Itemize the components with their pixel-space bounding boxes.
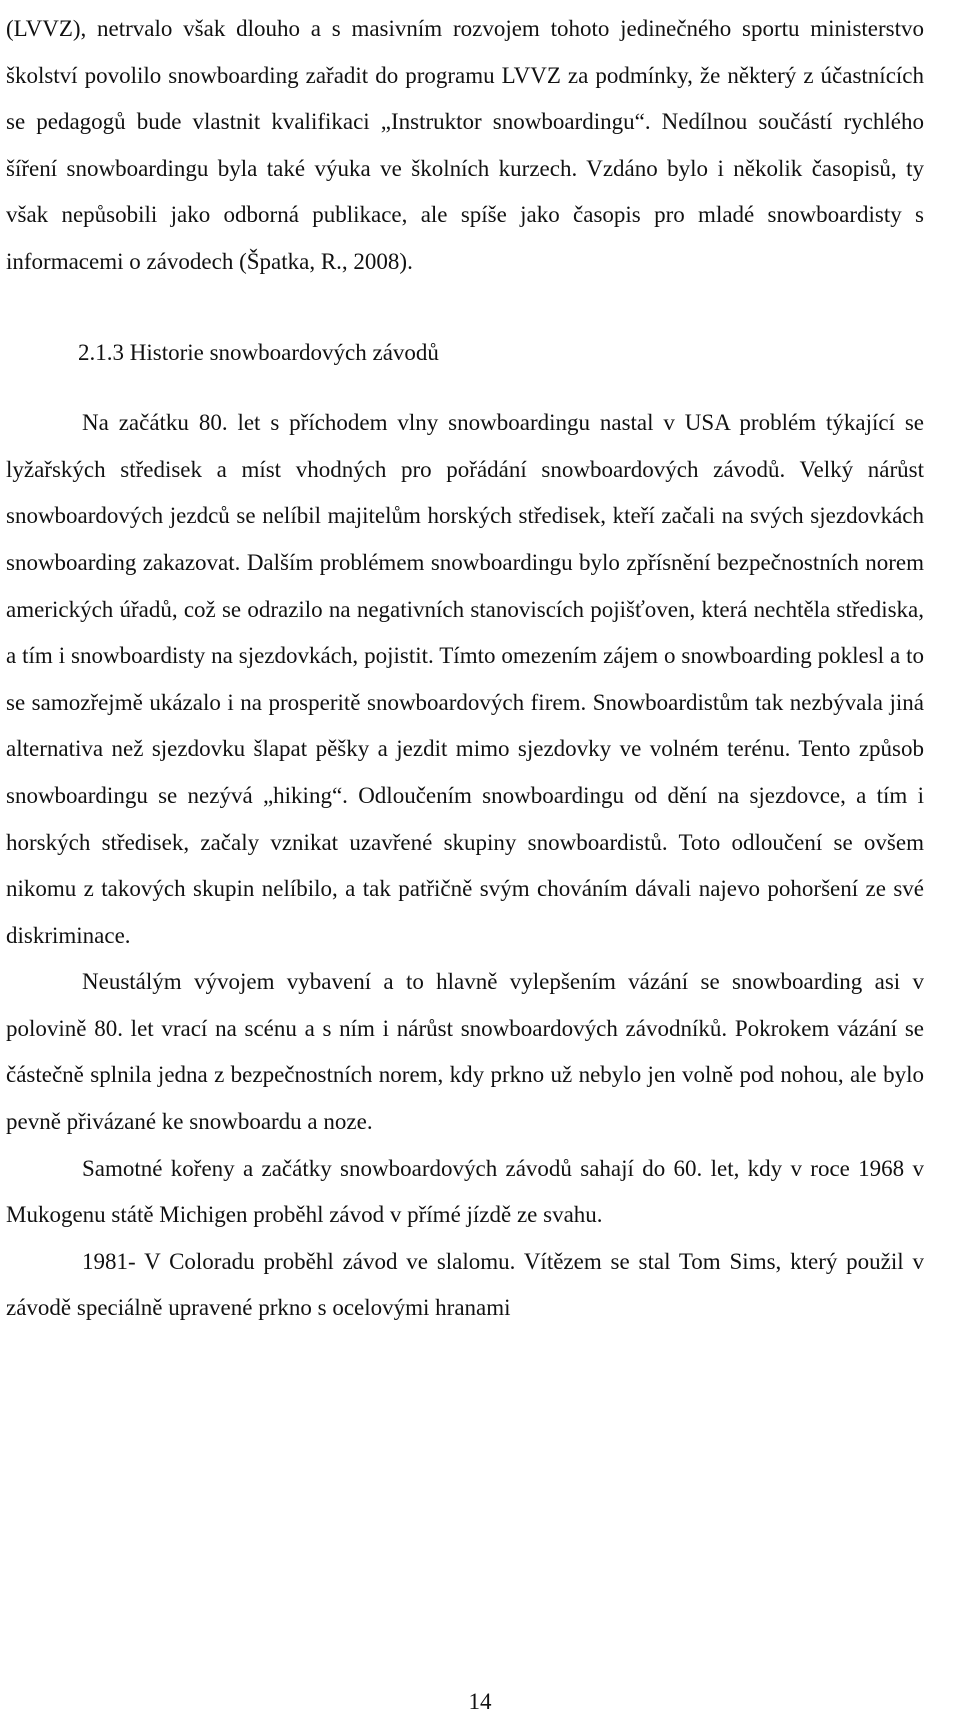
section-heading: 2.1.3 Historie snowboardových závodů xyxy=(78,339,439,365)
section-paragraph-2: Neustálým vývojem vybavení a to hlavně vylepšením vázání se snowboarding asi v polovině 80. let vrací na scénu a s ním i nárůst snowboardových závodníků. Pokrokem vázání se částečně splnila jedna z bezpečnostních norem, kdy prkno už nebylo jen volně pod nohou, ale bylo pevně přivázané ke snowboardu a noze. xyxy=(6,969,924,1135)
section-paragraph-4: 1981- V Coloradu proběhl závod ve slalomu. Vítězem se stal Tom Sims, který použil v závodě speciálně upravené prkno s ocelovými hranami xyxy=(6,1248,924,1321)
document-body xyxy=(6,6,924,1332)
page-number: 14 xyxy=(468,1689,492,1714)
section-paragraph-3: Samotné kořeny a začátky snowboardových závodů sahají do 60. let, kdy v roce 1968 v Mukogenu státě Michigen proběhl závod v přímé jízdě ze svahu. xyxy=(6,1155,924,1228)
intro-paragraph: (LVVZ), netrvalo však dlouho a s masivním rozvojem tohoto jedinečného sportu ministerstvo školství povolilo snowboarding zařadit do programu LVVZ za podmínky, že některý z účastnících se pedagogů bude vlastnit kvalifikaci „Instruktor snowboardingu“. Nedílnou součástí rychlého šíření snowboardingu byla také výuka ve školních kurzech. Vzdáno bylo i několik časopisů, ty však nepůsobili jako odborná publikace, ale spíše jako časopis pro mladé snowboardisty s informacemi o závodech (Špatka, R., 2008). xyxy=(6,16,924,274)
section-paragraph-1: Na začátku 80. let s příchodem vlny snowboardingu nastal v USA problém týkající se lyžařských středisek a míst vhodných pro pořádání snowboardových závodů. Velký nárůst snowboardových jezdců se nelíbil majitelům horských středisek, kteří začali na svých sjezdovkách snowboarding zakazovat. Dalším problémem snowboardingu bylo zpřísnění bezpečnostních norem amerických úřadů, což se odrazilo na negativních stanoviscích pojišťoven, která nechtěla střediska, a tím i snowboardisty na sjezdovkách, pojistit. Tímto omezením zájem o snowboarding poklesl a to se samozřejmě ukázalo i na prosperitě snowboardových firem. Snowboardistům tak nezbývala jiná alternativa než sjezdovku šlapat pěšky a jezdit mimo sjezdovky ve volném terénu. Tento způsob snowboardingu se nezývá „hiking“. Odloučením snowboardingu od dění na sjezdovce, a tím i horských středisek, začaly vznikat uzavřené skupiny snowboardistů. Toto odloučení se ovšem nikomu z takových skupin nelíbilo, a tak patřičně svým chováním dávali najevo pohoršení ze své diskriminace. xyxy=(6,410,924,948)
